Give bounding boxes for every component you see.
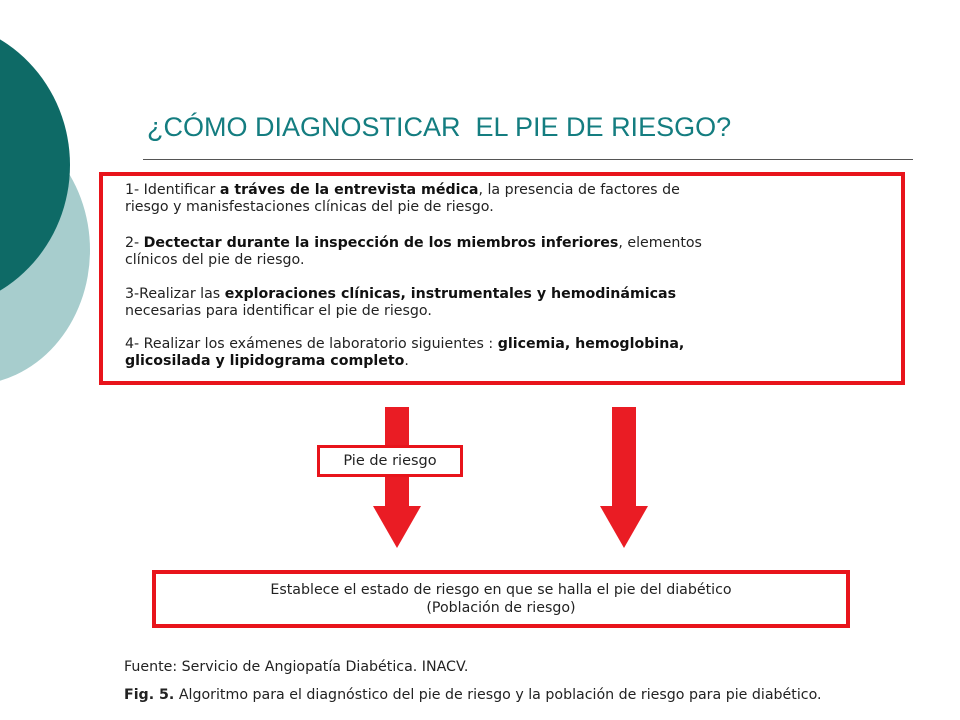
title-divider <box>143 159 913 160</box>
step-3: 3-Realizar las exploraciones clínicas, instrumentales y hemodinámicas necesarias para identificar el pie de riesgo. <box>125 286 677 319</box>
step-1: 1- Identificar a tráves de la entrevista médica, la presencia de factores de riesgo y manisfestaciones clínicas del pie de riesgo. <box>125 182 680 215</box>
step-2: 2- Dectectar durante la inspección de los miembros inferiores, elementos clínicos del pie de riesgo. <box>125 235 702 268</box>
steps-box <box>99 172 905 385</box>
left-arrow-upper-shaft <box>385 407 409 445</box>
left-arrow-lower-shaft <box>385 477 409 507</box>
slide-title: ¿CÓMO DIAGNOSTICAR EL PIE DE RIESGO? <box>147 112 732 142</box>
step-4: 4- Realizar los exámenes de laboratorio siguientes : glicemia, hemoglobina, glicosilada y lipidograma completo. <box>125 336 685 369</box>
right-arrow-shaft <box>612 407 636 507</box>
figure-caption: Fig. 5. Algoritmo para el diagnóstico del pie de riesgo y la población de riesgo para pie diabético. <box>124 687 822 703</box>
source-note: Fuente: Servicio de Angiopatía Diabética. INACV. <box>124 659 469 675</box>
result-line-1: Establece el estado de riesgo en que se halla el pie del diabético <box>270 582 732 598</box>
left-arrow-head <box>373 506 421 548</box>
result-box <box>152 570 850 628</box>
right-arrow-head <box>600 506 648 548</box>
result-line-2: (Población de riesgo) <box>426 600 576 616</box>
risk-foot-box: Pie de riesgo <box>317 445 463 477</box>
